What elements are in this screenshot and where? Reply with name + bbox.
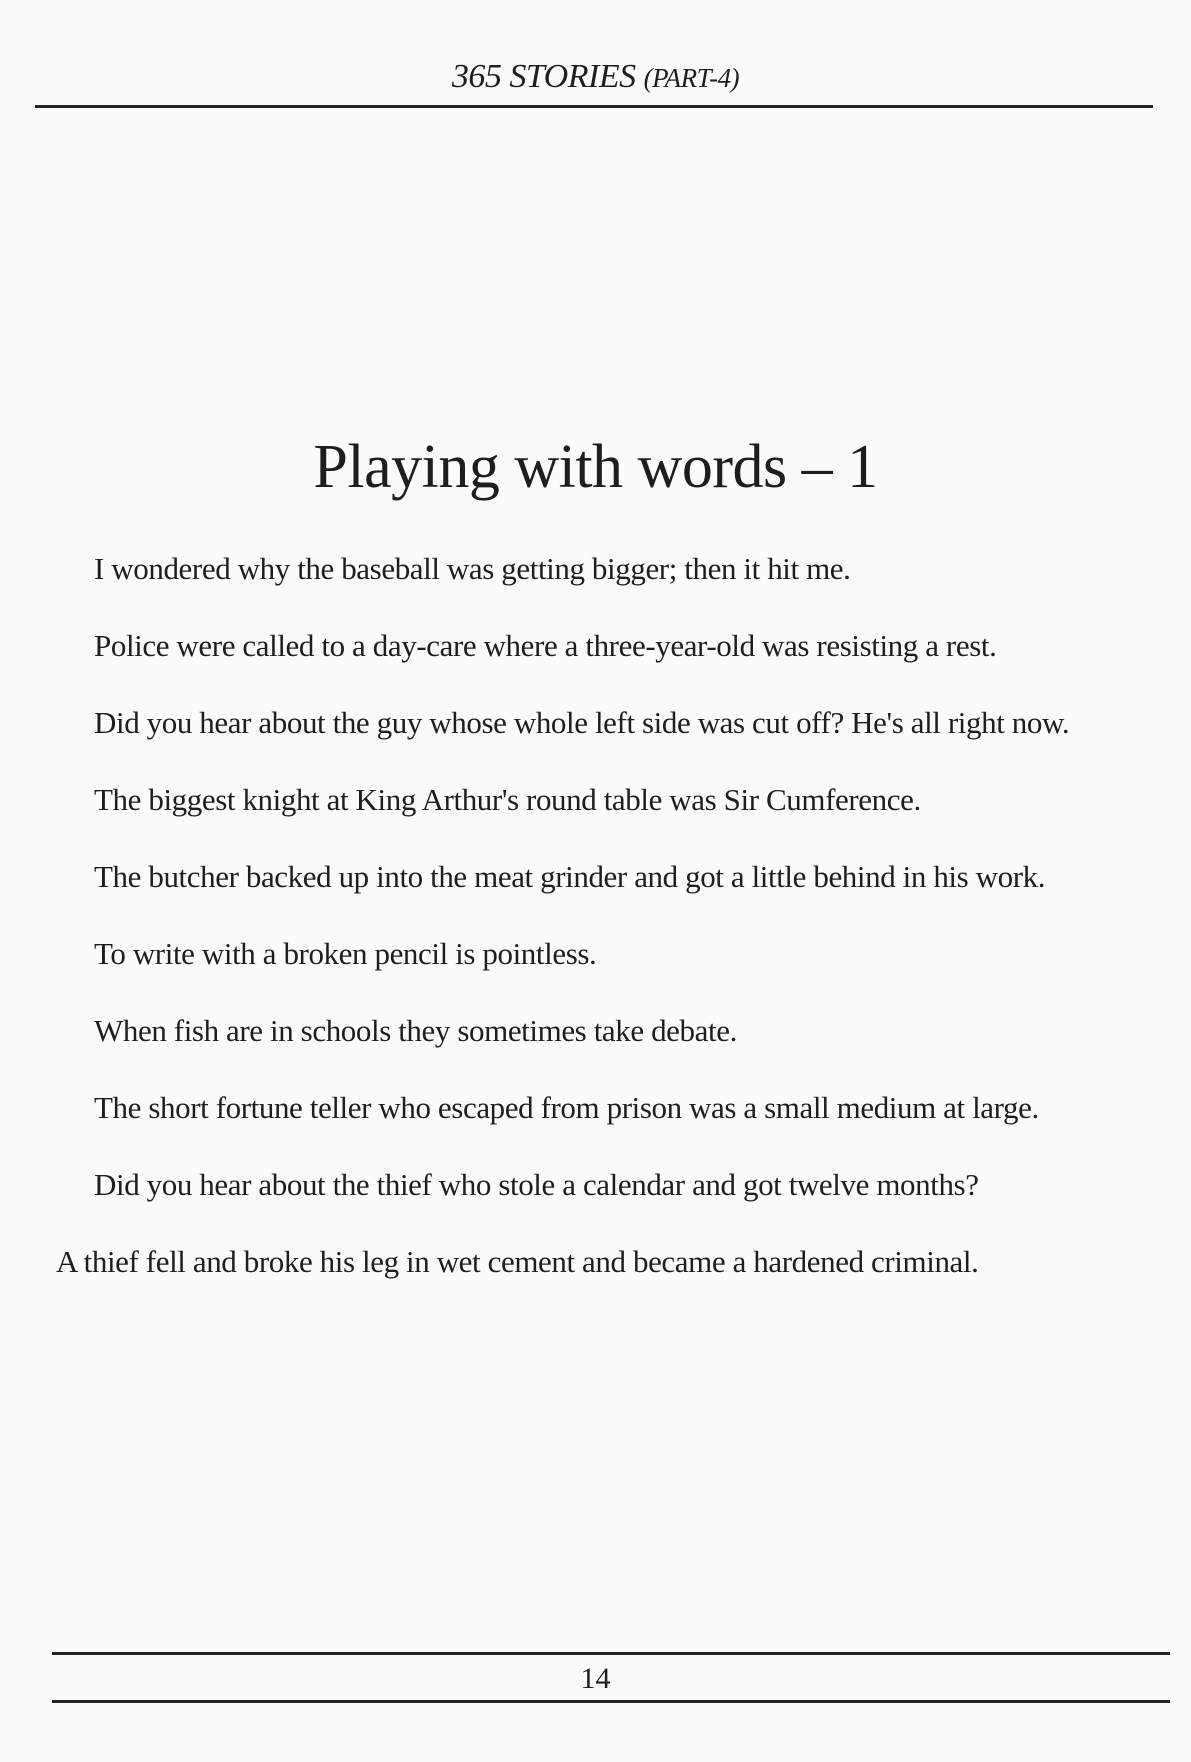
footer-rule-top [52, 1652, 1170, 1655]
paragraph: The biggest knight at King Arthur's round table was Sir Cumference. [94, 782, 921, 817]
running-header [0, 58, 1191, 96]
paragraph: The butcher backed up into the meat grinder and got a little behind in his work. [94, 859, 1046, 894]
body-text [46, 540, 1171, 1310]
book-title: 365 STORIES [451, 58, 636, 95]
paragraph: Did you hear about the guy whose whole left side was cut off? He's all right now. [94, 705, 1070, 740]
paragraph: A thief fell and broke his leg in wet cement and became a hardened criminal. [56, 1244, 979, 1279]
paragraph: The short fortune teller who escaped from prison was a small medium at large. [94, 1090, 1039, 1125]
chapter-title: Playing with words – 1 [313, 433, 878, 501]
header-rule [35, 105, 1153, 108]
paragraph: I wondered why the baseball was getting bigger; then it hit me. [94, 551, 851, 586]
paragraph: When fish are in schools they sometimes take debate. [94, 1013, 737, 1048]
footer-rule-bottom [52, 1700, 1170, 1703]
part-label: (PART-4) [643, 63, 740, 93]
paragraph: To write with a broken pencil is pointless. [94, 936, 597, 971]
page-number: 14 [580, 1662, 611, 1695]
paragraph: Police were called to a day-care where a three-year-old was resisting a rest. [94, 628, 997, 663]
paragraph: Did you hear about the thief who stole a calendar and got twelve months? [94, 1167, 979, 1202]
